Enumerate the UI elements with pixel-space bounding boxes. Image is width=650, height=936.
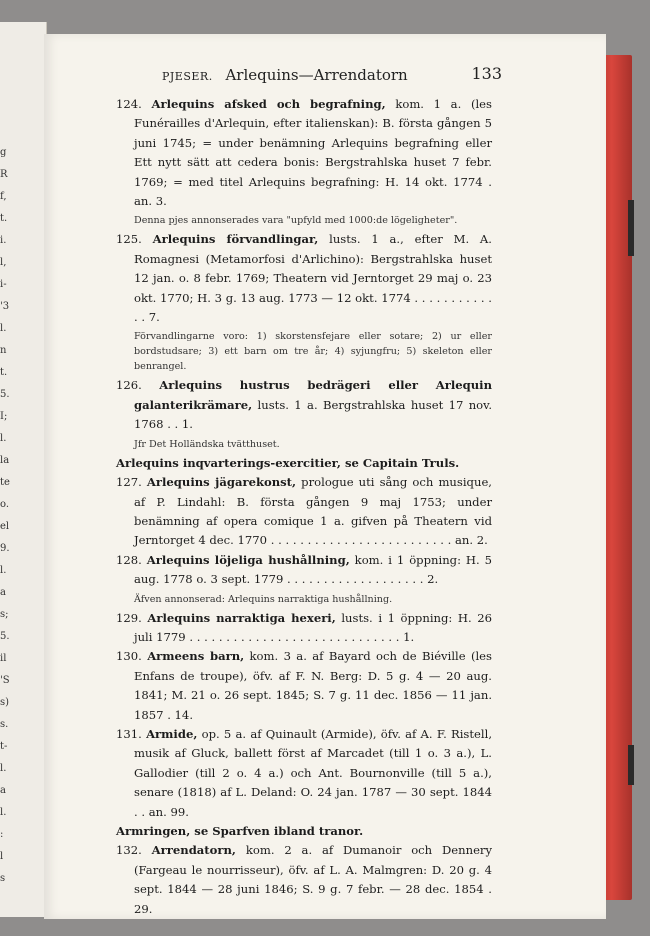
- entry-number: 126.: [116, 378, 142, 393]
- left-margin-letter: l.: [0, 807, 7, 818]
- entry-title: Arlequins afsked och begrafning,: [151, 97, 386, 111]
- left-margin-letter: o.: [0, 499, 10, 510]
- left-margin-letter: s: [0, 873, 6, 884]
- entry-number: 125.: [116, 232, 142, 247]
- left-margin-letter: 5.: [0, 631, 10, 642]
- left-margin-letters: [0, 142, 14, 884]
- entry-title: Armeens barn,: [147, 649, 245, 664]
- catalog-entry: [116, 725, 492, 822]
- catalog-entry: [116, 647, 492, 725]
- entry-number: 131.: [116, 726, 142, 741]
- cover-binding-mark: [628, 200, 634, 256]
- catalog-entry: [116, 230, 492, 327]
- entry-number: 129.: [116, 610, 142, 625]
- catalog-entry: [116, 95, 492, 211]
- entry-title: Arrendatorn,: [151, 843, 236, 858]
- left-margin-letter: a: [0, 587, 6, 598]
- entry-title: Armide,: [146, 726, 198, 741]
- entry-body: kom. i 1 öppning: H. 5 aug. 1778 o. 3 sept. 1779 . . . . . . . . . . . . . . . . . . . 2.: [134, 552, 492, 587]
- left-margin-letter: t.: [0, 213, 8, 224]
- left-margin-letter: el: [0, 521, 10, 532]
- catalog-entry: [116, 376, 492, 434]
- entry-title: Arlequins hustrus bedrägeri eller Arlequin galanterikrämare,: [134, 378, 493, 412]
- catalog-entry: [116, 551, 492, 590]
- page-header: [162, 66, 502, 90]
- left-margin-letter: R: [0, 169, 8, 180]
- left-margin-letter: l,: [0, 257, 7, 268]
- left-margin-letter: i.: [0, 235, 7, 246]
- left-margin-letter: '3: [0, 301, 10, 312]
- left-margin-letter: s): [0, 697, 10, 708]
- left-margin-letter: la: [0, 455, 10, 466]
- left-margin-letter: s;: [0, 609, 9, 620]
- entry-title: Arlequins jägarekonst,: [146, 475, 297, 490]
- left-margin-letter: a: [0, 785, 6, 796]
- entry-body: kom. 1 a. (les Funérailles d'Arlequin, efter italienskan): B. första gången 5 juni 1745; = under benämning Arlequins begrafning eller Ett nytt sätt att cedera bonis: Bergstrahlska huset 7 febr. 1769; = med titel Arlequins begrafning: H. 14 okt. 1774 . an. 3.: [134, 97, 492, 209]
- left-margin-letter: t-: [0, 741, 8, 752]
- catalog-entry: [116, 841, 492, 919]
- entry-note: Äfven annonserad: Arlequins narraktiga hushållning.: [134, 593, 393, 605]
- entry-body: lusts. i 1 öppning: H. 26 juli 1779 . . . . . . . . . . . . . . . . . . . . . . . . . . . . . 1.: [134, 610, 493, 644]
- section-label: PJESER.: [162, 70, 213, 83]
- entry-body: kom. 3 a. af Bayard och de Biéville (les Enfans de troupe), öfv. af F. N. Berg: D. 5 g. 4 — 20 aug. 1841; M. 21 o. 26 sept. 1845; S. 7 g. 11 dec. 1856 — 11 jan. 1857 . 14.: [134, 649, 492, 722]
- entry-title: Arlequins narraktiga hexeri,: [147, 610, 336, 625]
- left-margin-letter: :: [0, 829, 4, 840]
- entry-body: lusts. 1 a. Bergstrahlska huset 17 nov. 1768 . . 1.: [134, 397, 492, 432]
- left-margin-letter: s.: [0, 719, 9, 730]
- cover-binding-mark-lower: [628, 745, 634, 785]
- left-margin-letter: l.: [0, 433, 7, 444]
- left-margin-letter: l.: [0, 565, 7, 576]
- header-title: Arlequins—Arrendatorn: [225, 66, 408, 84]
- catalog-entry: [116, 609, 492, 648]
- entry-body: lusts. 1 a., efter M. A. Romagnesi (Metamorfosi d'Arlichino): Bergstrahlska huset 12 jan. o. 8 febr. 1769; Theatern vid Jerntorget 29 maj o. 23 okt. 1770; H. 3 g. 13 aug. 1773 — 12 okt. 1774 . . . . . . . . . . . . . 7.: [134, 232, 492, 325]
- entry-number: 130.: [116, 649, 142, 664]
- catalog-entry: [116, 473, 492, 551]
- entry-body: kom. 2 a. af Dumanoir och Dennery (Fargeau le nourrisseur), öfv. af L. A. Malmgren: D. 20 g. 4 sept. 1844 — 28 juni 1846; S. 9 g. 7 febr. — 28 dec. 1854 . 29.: [134, 843, 493, 916]
- entry-title: Arlequins förvandlingar,: [152, 232, 319, 247]
- entry-body: op. 5 a. af Quinault (Armide), öfv. af A. F. Ristell, musik af Gluck, ballett först af Marcadet (till 1 o. 3 a.), L. Gallodier (till 2 o. 4 a.) och Ant. Bournonville (till 5 a.), senare (1818) af L. Deland: O. 24 jan. 1787 — 30 sept. 1844 . . an. 99.: [134, 726, 492, 819]
- left-margin-letter: t.: [0, 367, 8, 378]
- left-margin-letter: n: [0, 345, 7, 356]
- catalog-entries: [116, 95, 492, 919]
- entry-number: 124.: [116, 97, 142, 111]
- cross-reference: Arlequins inqvarterings-exercitier, se Capitain Truls.: [116, 455, 460, 470]
- left-margin-letter: 'S: [0, 675, 10, 686]
- page-number: 133: [471, 64, 502, 83]
- entry-body: prologue uti sång och musique, af P. Lindahl: B. första gången 9 maj 1753; under benämning af opera comique 1 a. gifven på Theatern vid Jerntorget 4 dec. 1770 . . . . . . . . . . . . . . . . . . . . . . . . . an. 2.: [134, 475, 492, 548]
- left-margin-letter: l.: [0, 323, 7, 334]
- left-margin-letter: g: [0, 147, 7, 158]
- entry-number: 132.: [116, 843, 142, 858]
- left-margin-letter: i-: [0, 279, 7, 290]
- entry-number: 127.: [116, 475, 142, 490]
- left-margin-letter: l: [0, 851, 4, 862]
- entry-note: Denna pjes annonserades vara "upfyld med 1000:de lögeligheter".: [134, 215, 458, 227]
- cross-reference: Armringen, se Sparfven ibland tranor.: [116, 824, 364, 838]
- left-page-edge: [0, 22, 47, 917]
- left-margin-letter: l.: [0, 763, 7, 774]
- left-margin-letter: il: [0, 653, 7, 664]
- left-margin-letter: I;: [0, 411, 8, 422]
- entry-number: 128.: [116, 552, 142, 567]
- left-margin-letter: f,: [0, 191, 7, 202]
- left-margin-letter: 5.: [0, 389, 10, 400]
- left-margin-letter: 9.: [0, 543, 10, 554]
- entry-note: Jfr Det Holländska tvätthuset.: [134, 438, 280, 450]
- entry-title: Arlequins löjeliga hushållning,: [146, 552, 350, 567]
- left-margin-letter: te: [0, 477, 10, 488]
- entry-note: Förvandlingarne voro: 1) skorstensfejare eller sotare; 2) ur eller bordstudsare; 3) ett barn om tre år; 4) syjungfru; 5) skeleton eller benrangel.: [134, 331, 492, 373]
